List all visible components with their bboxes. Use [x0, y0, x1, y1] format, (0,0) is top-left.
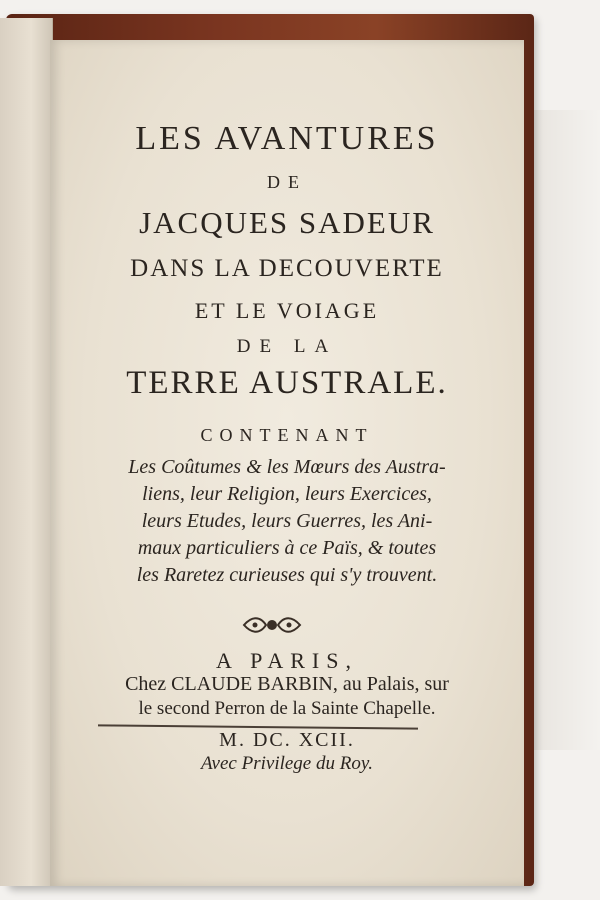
title-page-text	[50, 40, 524, 886]
contenant-heading: CONTENANT	[200, 425, 374, 445]
title-line-6: DE LA	[236, 336, 338, 357]
title-line-7: TERRE AUSTRALE.	[126, 365, 448, 401]
description-line-2: liens, leur Religion, leurs Exercices,	[142, 483, 432, 505]
title-page	[50, 40, 524, 886]
publication-date: M. DC. XCII.	[219, 729, 355, 751]
privilege-line: Avec Privilege du Roy.	[201, 753, 373, 774]
imprint-publisher: Chez CLAUDE BARBIN, au Palais, sur	[125, 673, 449, 695]
left-page-edge	[0, 18, 53, 886]
description-line-5: les Raretez curieuses qui s'y trouvent.	[136, 564, 438, 586]
imprint-address: le second Perron de la Sainte Chapelle.	[138, 698, 436, 719]
title-line-4: DANS LA DECOUVERTE	[130, 255, 444, 282]
fleuron-ornament-icon	[240, 614, 304, 636]
imprint-place: A PARIS,	[215, 648, 358, 673]
title-line-5: ET LE VOIAGE	[194, 298, 380, 323]
description-line-1: Les Coûtumes & les Mœurs des Austra-	[128, 456, 446, 478]
description-line-4: maux particuliers à ce Païs, & toutes	[137, 537, 437, 559]
title-line-2: DE	[267, 172, 307, 192]
title-line-1: LES AVANTURES	[135, 120, 439, 157]
title-line-3: JACQUES SADEUR	[139, 205, 435, 240]
description-line-3: leurs Etudes, leurs Guerres, les Ani-	[141, 510, 433, 532]
